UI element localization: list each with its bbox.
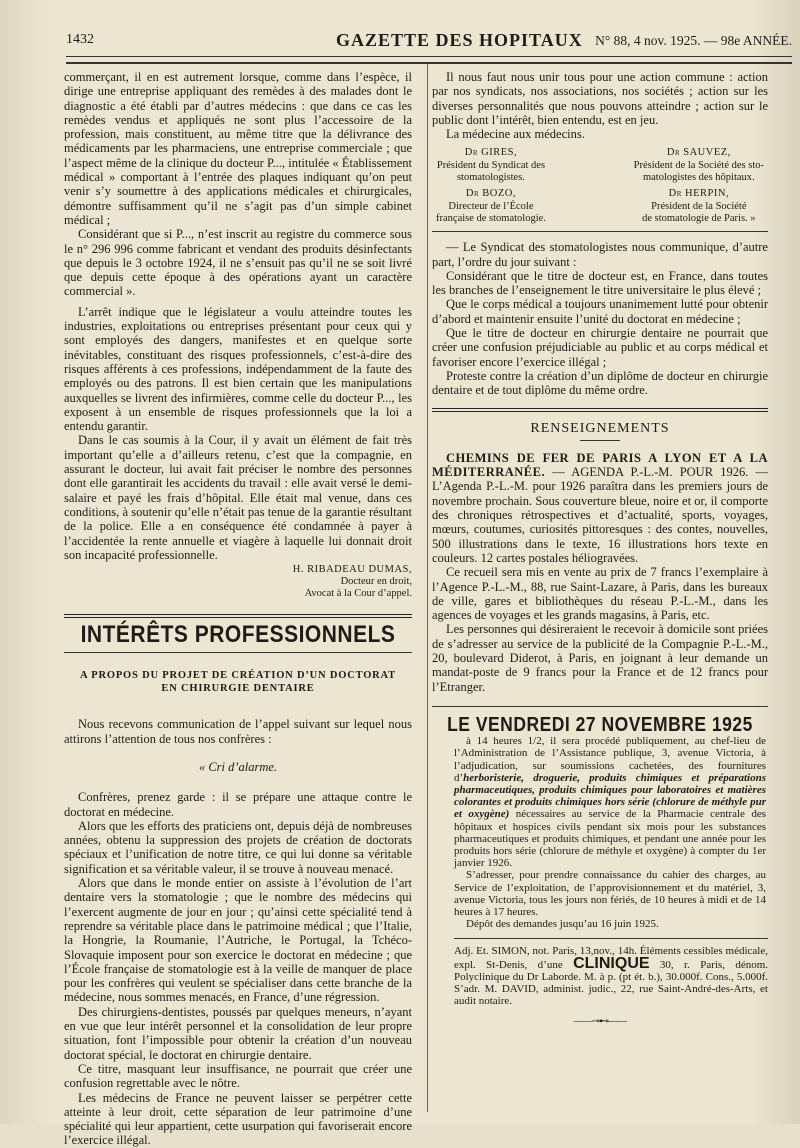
header-rule	[66, 56, 792, 64]
paragraph: Nous recevons communication de l’appel suivant sur lequel nous attirons l’attention de tous nos confrères :	[64, 717, 412, 746]
page-header	[66, 30, 792, 54]
auction-notice	[432, 945, 768, 1007]
signatory-role: Président du Syndicat des	[436, 159, 546, 171]
notice-highlight: herboristerie, droguerie, produits chimiques et préparations pharmaceutiques, produits chimiques pour laboratoires et matières colorantes et produits chimiques hors série (chlorure de méthyle pur et oxygène)	[454, 771, 766, 821]
signature-title: Docteur en droit,	[340, 576, 412, 588]
paragraph: Confrères, prenez garde : il se prépare une attaque contre le doctorat en médecine.	[64, 790, 412, 819]
column-divider	[427, 64, 428, 1112]
page-number: 1432	[66, 32, 94, 47]
paragraph: Que le corps médical a toujours unanimement lutté pour obtenir d’abord et maintenir ensuite l’unité du doctorat en médecine ;	[432, 297, 768, 326]
notice-paragraph: Dépôt des demandes jusqu’au 16 juin 1925.	[466, 918, 659, 931]
right-column	[432, 70, 768, 1030]
signatory	[634, 147, 764, 225]
paragraph: L’arrêt indique que le législateur a voulu atteindre toutes les industries, exploitations ou entreprises présentant pour ceux qui y sont employés des dangers, manifestes et en quelque sorte inévitables, constituant des risques professionnels, c’est-à-dire des risques afférents à ces professions, indépendamment de la faute des employés ou des patrons. Il est bien certain que les manipulations auxquelles se livrent des infirmières, comme celle du docteur P..., les exposent à un ensemble de risques professionnels que la loi a entendu garantir.	[64, 304, 412, 434]
section-rule	[64, 652, 412, 653]
paragraph: Il nous faut nous unir tous pour une action commune : action par nos syndicats, nos associations, nos sociétés ; action sur les diverses personnalités que nous pouvons atteindre ; action sur le public dont l’intérêt, bien entendu, est en jeu.	[432, 70, 768, 127]
notice-text: nécessaires au service de la Pharmacie centrale des hôpitaux et hospices civils pendant six mois pour les substances pharmaceutiques et produits chimiques, et pendant une année pour les produits hors série (chlorure de méthyle et oxygène) à compter du 1er janvier 1926.	[454, 808, 766, 870]
paragraph: Ce titre, masquant leur insuffisance, ne pourrait que créer une confusion regrettable avec le nôtre.	[64, 1061, 412, 1091]
signatory-role: matologistes des hôpitaux.	[642, 172, 755, 184]
article-title-line: A PROPOS DU PROJET DE CRÉATION D’UN DOCTORAT	[80, 670, 396, 682]
paragraph: commerçant, il en est autrement lorsque, comme dans l’espèce, il dirige une entreprise appliquant des remèdes à des malades dont le diagnostic a été établi par d’autres médecins : que dans ce cas les remèdes vendus et appliqués ne sont plus l’accessoire de la profession, mais constituent, au même titre que la délivrance des médicaments par les pharmaciens, une entreprise commerciale ; que l’aspect même de la clinique du docteur P..., intitulée « Établissement médical » comportant à l’entrée des plaques indiquant qu’on peut venir s’y soumettre à des applications médicales et chirurgicales, démontre suffisamment qu’il ne s’agit pas d’un simple cabinet médical ;	[64, 70, 412, 227]
signature-title: Avocat à la Cour d’appel.	[304, 588, 412, 600]
paragraph: La médecine aux médecins.	[446, 127, 585, 142]
signature-name: H. RIBADEAU DUMAS,	[292, 564, 412, 576]
section-rule	[432, 408, 768, 412]
adjudication-notice	[432, 735, 768, 930]
paragraph: Ce recueil sera mis en vente au prix de 7 francs l’exemplaire à l’Agence P.-L.-M., 88, rue Saint-Lazare, à Paris, dans les bureaux de ville, gares et bibliothèques du réseau P.-L.-M., dans les agences de voyages et les grands magasins, à Paris, etc.	[432, 565, 768, 623]
paragraph: Les médecins de France ne peuvent laisser se perpétrer cette atteinte à leur droit, cette séparation de leur patrimoine d’une spécialité qui leur appartient, cette usurpation qui favoriserait encore l’exercice illégal.	[64, 1090, 412, 1148]
signatory-name: Dr SAUVEZ,	[666, 147, 731, 159]
notice-paragraph: S’adresser, pour prendre connaissance du cahier des charges, au Service de l’exploitation, de l’approvisionnement et du matériel, 3, avenue Victoria, tous les jours non fériés, de 10 heures à midi et de 14 heures à 17 heures.	[454, 869, 766, 919]
railway-heading: CHEMINS DE FER DE PARIS A LYON ET A LA MÉDITERRANÉE.	[432, 450, 768, 480]
paragraph: Considérant que le titre de docteur est, en France, dans toutes les branches de l’enseignement le titre universitaire le plus élevé ;	[432, 268, 768, 298]
adjudication-heading: LE VENDREDI 27 NOVEMBRE 1925	[447, 712, 753, 736]
auction-text: 30, r. Paris, dénom. Polyclinique du Dr Laborde. M. à p. (pt ét. b.), 30.000f. Cons., 5.000f. S’adr. M. DAVID, administ. judic., 22, rue Saint-André-des-Arts, et audit notaire.	[454, 958, 769, 1008]
signatory-role: de stomatologie de Paris. »	[642, 212, 756, 224]
rule	[432, 706, 768, 707]
rule	[432, 231, 768, 232]
appeal-heading: « Cri d’alarme.	[198, 759, 278, 774]
notice-paragraph	[454, 735, 766, 869]
section-title: RENSEIGNEMENTS	[530, 420, 670, 436]
paragraph-text: — AGENDA P.-L.-M. POUR 1926. — L’Agenda P.-L.-M. pour 1926 paraîtra dans les premiers jours de novembre prochain. Sous couverture bleue, noire et or, il comporte des chroniques rétrospectives et d’actualité, sports, voyages, mœurs, coutumes, curiosités pittoresques : des contes, nouvelles, 500 illustrations dans le texte, 16 illustrations hors texte en couleurs. 12 cartes postales héliogravées.	[432, 465, 768, 565]
paragraph	[432, 451, 768, 565]
rule	[454, 938, 768, 939]
signatory-role: Président de la Société des sto-	[633, 159, 764, 171]
signatories	[436, 147, 764, 225]
title-underline	[580, 440, 620, 441]
notice-text: à 14 heures 1/2, il sera procédé publiquement, au chef-lieu de l’Administration de l’Assistance publique, 3, avenue Victoria, à l’adjudication, sur soumissions cachetées, des fournitures d’	[454, 735, 766, 784]
publication-title: GAZETTE DES HOPITAUX	[336, 30, 583, 50]
paragraph: Alors que les efforts des praticiens ont, depuis déjà de nombreuses années, obtenu la suppression des projets de création de doctorats spéciaux et l’unification de notre titre, ce qui lui donne sa véritable signification et sa véritable valeur, il se trouve à nouveau menacé.	[64, 818, 412, 876]
section-title: INTÉRÊTS PROFESSIONNELS	[80, 621, 396, 648]
signatory-name: Dr GIRES,	[464, 147, 518, 159]
signatory-role: Président de la Société	[651, 200, 747, 212]
auction-text: Adj. Et. SIMON, not. Paris, 13,nov., 14h. Éléments cessibles médicale, expl. St-Denis, d’une	[454, 945, 768, 971]
paragraph: Des chirurgiens-dentistes, poussés par quelques meneurs, n’ayant en vue que leur intérêt personnel et la consolidation de leur propre situation, font l’impossible pour obtenir la création d’un nouveau doctorat spécial, le doctorat en chirurgie dentaire.	[64, 1004, 412, 1062]
paragraph: Que le titre de docteur en chirurgie dentaire ne pourrait que créer une confusion préjudiciable au public et au corps médical et favoriser encore l’exercice illégal ;	[432, 326, 768, 369]
signatory-role: française de stomatologie.	[436, 212, 546, 224]
article-title	[64, 669, 412, 695]
signatory-name: Dr BOZO,	[465, 188, 516, 200]
paragraph: Considérant que si P..., n’est inscrit au registre du commerce sous le n° 296 996 comme fabricant et vendant des produits désinfectants que depuis le 3 octobre 1924, il ne s’ensuit pas qu’il ne se soit livré que depuis cette époque à des opérations ayant un caractère commercial ».	[64, 227, 412, 299]
section-rule	[64, 614, 412, 618]
signatory-role: Directeur de l’École	[448, 200, 534, 212]
signatory-name: Dr HERPIN,	[668, 188, 730, 200]
paragraph: Les personnes qui désireraient le recevoir à domicile sont priées de s’adresser au service de la publicité de la Compagnie P.-L.-M., 20, boulevard Diderot, à Paris, en joignant à leur demande un mandat-poste de 9 francs pour la France et de 12 francs pour l’Etranger.	[432, 622, 768, 694]
paragraph: — Le Syndicat des stomatologistes nous communique, d’autre part, l’ordre du jour suivant :	[432, 240, 768, 269]
paragraph: Alors que dans le monde entier on assiste à l’évolution de l’art dentaire vers la stomatologie ; que le nombre des médecins qui l’exercent augmente de jour en jour ; qu’ainsi cette spécialité tend à reprendre sa véritable place dans le patrimoine médical ; que l’Italie, la Hongrie, la Roumanie, l’Autriche, le Portugal, la Tchéco-Slovaquie imposent pour son exercice le doctorat en médecine ; que l’École française de stomatologie est à la veille de manquer de place pour les confrères qui veulent se spécialiser dans cette branche de la médecine, nous sommes menacés, en France, d’une régression.	[64, 876, 412, 1005]
signatory-role: stomatologistes.	[456, 172, 525, 184]
auction-keyword: CLINIQUE	[573, 954, 650, 972]
article-title-line: EN CHIRURGIE DENTAIRE	[161, 683, 315, 695]
signatory	[436, 147, 546, 225]
signature	[64, 564, 412, 600]
paragraph: Proteste contre la création d’un diplôme de docteur en chirurgie dentaire et de tout diplôme du même ordre.	[432, 368, 768, 398]
paragraph: Dans le cas soumis à la Cour, il y avait un élément de fait très important qu’elle a d’ailleurs retenu, c’est que la compagnie, en assurant le docteur, lui avait fait préciser le nombre des personnes dont elle garantirait les accidents du travail : elle avait versé le demi-salaire et payé les frais d’hôpital. Elle était mal venue, dans ces conditions, à soutenir qu’elle n’était pas tenue de la garantie résultant de la police. Elle a en conséquence été condamnée à payer à l’accidentée la rente annuelle et viagère à laquelle lui donnait droit son incapacité professionnelle.	[64, 433, 412, 562]
end-ornament: ——⊸⊷——	[573, 1016, 627, 1028]
issue-line: N° 88, 4 nov. 1925. — 98e ANNÉE.	[595, 33, 792, 48]
left-column	[64, 70, 412, 1148]
